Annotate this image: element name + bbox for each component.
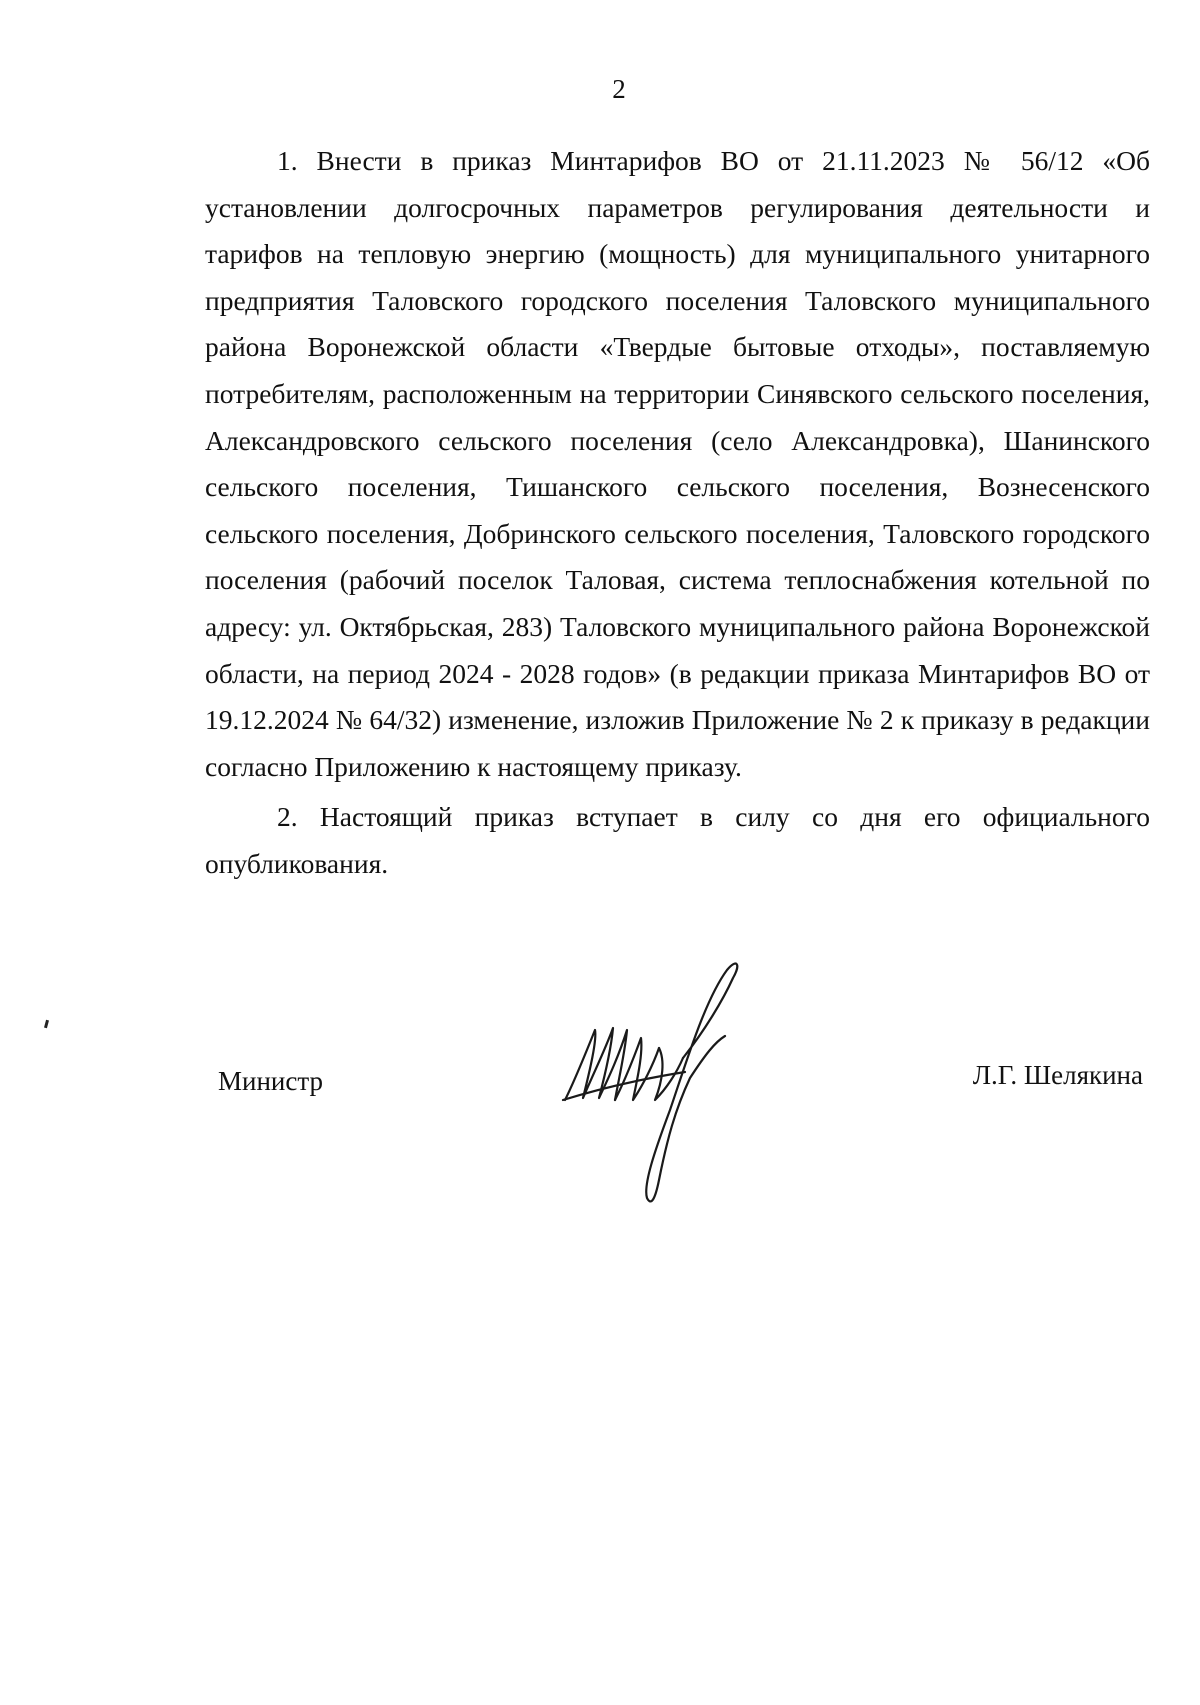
margin-mark — [44, 1020, 49, 1029]
page-number: 2 — [612, 74, 626, 104]
document-body — [205, 138, 1150, 888]
handwritten-signature — [555, 960, 775, 1210]
paragraph-1: 1. Внести в приказ Минтарифов ВО от 21.11.2023 № 56/12 «Об установлении долгосрочных параметров регулирования деятельности и тарифов на тепловую энергию (мощность) для муниципального унитарного предприятия Таловского городского поселения Таловского муниципального района Воронежской области «Твердые бытовые отходы», поставляемую потребителям, расположенным на территории Синявского сельского поселения, Александровского сельского поселения (село Александровка), Шанинского сельского поселения, Тишанского сельского поселения, Вознесенского сельского поселения, Добринского сельского поселения, Таловского городского поселения (рабочий поселок Таловая, система теплоснабжения котельной по адресу: ул. Октябрьская, 283) Таловского муниципального района Воронежской области, на период 2024 - 2028 годов» (в редакции приказа Минтарифов ВО от 19.12.2024 № 64/32) изменение, изложив Приложение № 2 к приказу в редакции согласно Приложению к настоящему приказу. — [205, 145, 1150, 782]
signatory-role: Министр — [218, 1066, 323, 1096]
paragraph-2: 2. Настоящий приказ вступает в силу со дня его официального опубликования. — [205, 801, 1150, 879]
signatory-name: Л.Г. Шелякина — [972, 1060, 1143, 1090]
